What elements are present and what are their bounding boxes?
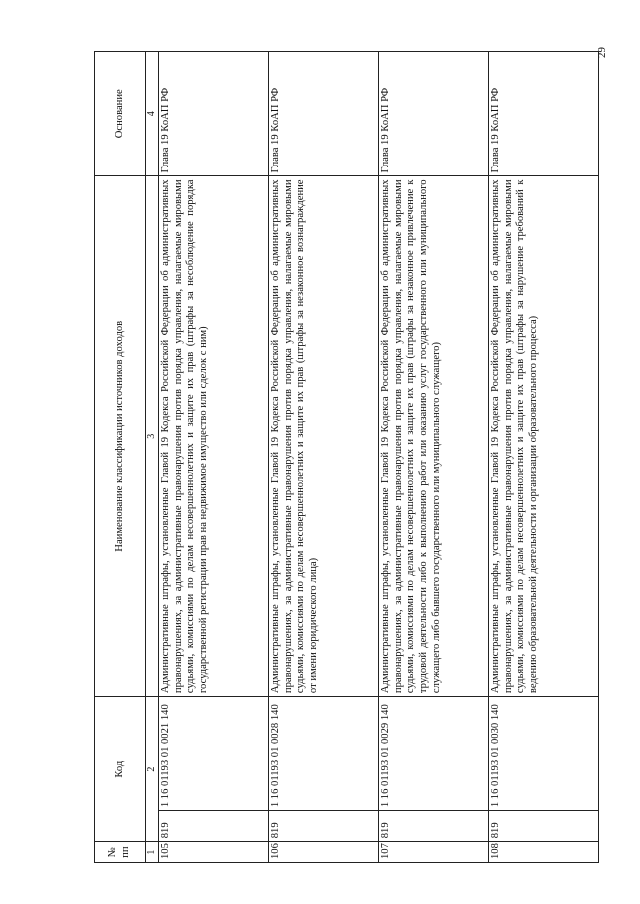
row-code: 1 16 01193 01 0030 140 [489, 697, 599, 811]
row-num: 108 [489, 842, 599, 863]
column-number: 1 [146, 842, 159, 863]
row-admin-code: 819 [489, 811, 599, 842]
row-name: Административные штрафы, установленные Главой 19 Кодекса Российской Федерации об административных правонарушениях, за административные правонарушения против порядка управления, налагаемые мировыми судьями, комиссиями по делам несовершеннолетних и защите их прав (штрафы за нарушение требований к ведению образовательной деятельности и организации образовательного процесса) [489, 176, 599, 697]
header-num: № пп [95, 842, 146, 863]
table-row [159, 52, 269, 863]
row-name: Административные штрафы, установленные Главой 19 Кодекса Российской Федерации об административных правонарушениях, за административные правонарушения против порядка управления, налагаемые мировыми судьями, комиссиями по делам несовершеннолетних и защите их прав (штрафы за незаконное привлечение к трудовой деятельности либо к выполнению работ или оказанию услуг государственного или муниципального служащего либо бывшего государственного или муниципального служащего) [379, 176, 489, 697]
row-num: 106 [269, 842, 379, 863]
rotated-table-container [94, 51, 584, 863]
table-row [489, 52, 599, 863]
column-number: 2 [146, 697, 159, 842]
row-basis: Глава 19 КоАП РФ [379, 52, 489, 176]
row-admin-code: 819 [159, 811, 269, 842]
row-admin-code: 819 [269, 811, 379, 842]
row-code: 1 16 01193 01 0028 140 [269, 697, 379, 811]
page-number: 29 [596, 47, 608, 58]
row-name: Административные штрафы, установленные Главой 19 Кодекса Российской Федерации об административных правонарушениях, за административные правонарушения против порядка управления, налагаемые мировыми судьями, комиссиями по делам несовершеннолетних и защите их прав (штрафы за несоблюдение порядка государственной регистрации прав на недвижимое имущество или сделок с ним) [159, 176, 269, 697]
row-num: 107 [379, 842, 489, 863]
column-number-row [146, 52, 159, 863]
column-number: 4 [146, 52, 159, 176]
table-row [269, 52, 379, 863]
column-number: 3 [146, 176, 159, 697]
header-name: Наименование классификации источников доходов [95, 176, 146, 697]
row-code: 1 16 01193 01 0029 140 [379, 697, 489, 811]
row-num: 105 [159, 842, 269, 863]
income-classification-table [94, 51, 599, 863]
row-basis: Глава 19 КоАП РФ [159, 52, 269, 176]
row-name: Административные штрафы, установленные Главой 19 Кодекса Российской Федерации об административных правонарушениях, за административные правонарушения против порядка управления, налагаемые мировыми судьями, комиссиями по делам несовершеннолетних и защите их прав (штрафы за незаконное вознаграждение от имени юридического лица) [269, 176, 379, 697]
row-admin-code: 819 [379, 811, 489, 842]
header-code: Код [95, 697, 146, 842]
row-basis: Глава 19 КоАП РФ [269, 52, 379, 176]
row-basis: Глава 19 КоАП РФ [489, 52, 599, 176]
header-basis: Основание [95, 52, 146, 176]
row-code: 1 16 01193 01 0021 140 [159, 697, 269, 811]
table-header-row [95, 52, 146, 863]
table-row [379, 52, 489, 863]
